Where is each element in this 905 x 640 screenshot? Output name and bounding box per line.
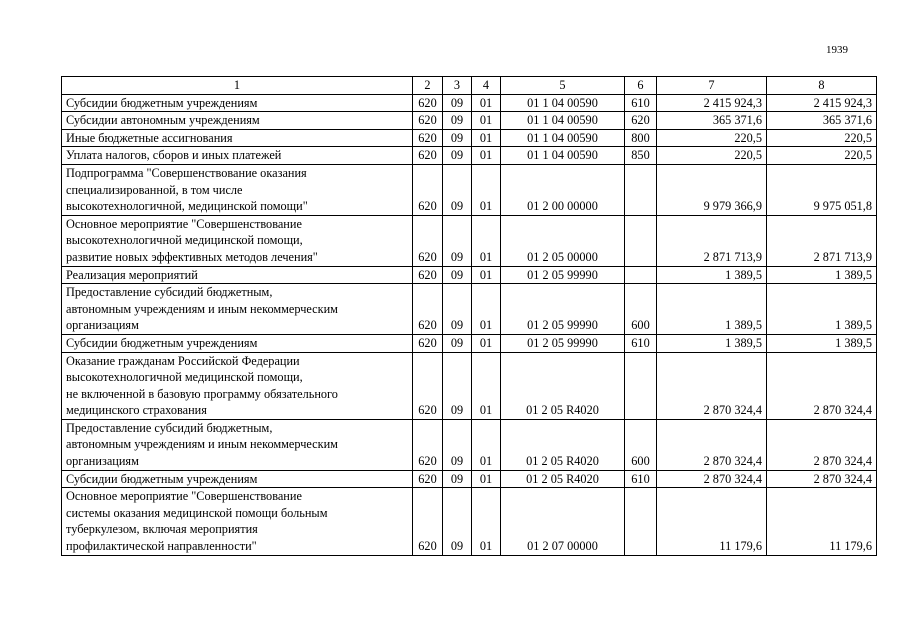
section-code: 09 — [443, 112, 472, 130]
amount-col-8: 1 389,5 — [767, 284, 877, 335]
table-row — [62, 488, 877, 555]
amount-col-8: 1 389,5 — [767, 334, 877, 352]
section-code: 09 — [443, 215, 472, 266]
amount-col-8: 2 415 924,3 — [767, 94, 877, 112]
ministry-code: 620 — [413, 284, 443, 335]
section-code: 09 — [443, 334, 472, 352]
table-row — [62, 334, 877, 352]
section-code: 09 — [443, 284, 472, 335]
section-code: 09 — [443, 164, 472, 215]
subsection-code: 01 — [472, 215, 501, 266]
header-col-7: 7 — [657, 77, 767, 95]
amount-col-8: 2 870 324,4 — [767, 470, 877, 488]
amount-col-7: 1 389,5 — [657, 334, 767, 352]
amount-col-8: 2 870 324,4 — [767, 419, 877, 470]
section-code: 09 — [443, 94, 472, 112]
target-article-code: 01 1 04 00590 — [501, 147, 625, 165]
table-row — [62, 215, 877, 266]
item-name: Уплата налогов, сборов и иных платежей — [62, 147, 413, 165]
section-code: 09 — [443, 147, 472, 165]
target-article-code: 01 1 04 00590 — [501, 94, 625, 112]
item-name: Основное мероприятие "Совершенствование высокотехнологичной медицинской помощи, развитие новых эффективных методов лечения" — [62, 215, 413, 266]
expense-type-code: 600 — [625, 284, 657, 335]
amount-col-8: 11 179,6 — [767, 488, 877, 555]
amount-col-7: 1 389,5 — [657, 284, 767, 335]
table-body — [62, 94, 877, 555]
section-code: 09 — [443, 488, 472, 555]
table-row — [62, 352, 877, 419]
target-article-code: 01 2 05 99990 — [501, 284, 625, 335]
section-code: 09 — [443, 129, 472, 147]
header-col-6: 6 — [625, 77, 657, 95]
table-row — [62, 147, 877, 165]
amount-col-7: 220,5 — [657, 147, 767, 165]
target-article-code: 01 2 05 99990 — [501, 334, 625, 352]
subsection-code: 01 — [472, 334, 501, 352]
section-code: 09 — [443, 470, 472, 488]
item-name: Предоставление субсидий бюджетным, автономным учреждениям и иным некоммерческим организациям — [62, 284, 413, 335]
ministry-code: 620 — [413, 215, 443, 266]
expense-type-code — [625, 266, 657, 284]
section-code: 09 — [443, 419, 472, 470]
amount-col-8: 365 371,6 — [767, 112, 877, 130]
amount-col-8: 220,5 — [767, 129, 877, 147]
item-name: Иные бюджетные ассигнования — [62, 129, 413, 147]
subsection-code: 01 — [472, 94, 501, 112]
target-article-code: 01 1 04 00590 — [501, 129, 625, 147]
subsection-code: 01 — [472, 164, 501, 215]
section-code: 09 — [443, 352, 472, 419]
table-row — [62, 419, 877, 470]
amount-col-8: 2 870 324,4 — [767, 352, 877, 419]
ministry-code: 620 — [413, 164, 443, 215]
amount-col-8: 9 975 051,8 — [767, 164, 877, 215]
amount-col-7: 2 871 713,9 — [657, 215, 767, 266]
amount-col-8: 2 871 713,9 — [767, 215, 877, 266]
table-row — [62, 129, 877, 147]
item-name: Подпрограмма "Совершенствование оказания специализированной, в том числе высокотехнологичной, медицинской помощи" — [62, 164, 413, 215]
expense-type-code — [625, 164, 657, 215]
item-name: Субсидии бюджетным учреждениям — [62, 94, 413, 112]
target-article-code: 01 1 04 00590 — [501, 112, 625, 130]
table-row — [62, 470, 877, 488]
header-col-2: 2 — [413, 77, 443, 95]
item-name: Реализация мероприятий — [62, 266, 413, 284]
table-row — [62, 94, 877, 112]
item-name: Субсидии бюджетным учреждениям — [62, 470, 413, 488]
table-header — [62, 77, 877, 95]
header-col-8: 8 — [767, 77, 877, 95]
amount-col-7: 11 179,6 — [657, 488, 767, 555]
target-article-code: 01 2 05 R4020 — [501, 352, 625, 419]
subsection-code: 01 — [472, 470, 501, 488]
amount-col-7: 9 979 366,9 — [657, 164, 767, 215]
budget-table — [61, 76, 877, 556]
subsection-code: 01 — [472, 419, 501, 470]
amount-col-7: 2 870 324,4 — [657, 419, 767, 470]
ministry-code: 620 — [413, 470, 443, 488]
expense-type-code: 610 — [625, 334, 657, 352]
ministry-code: 620 — [413, 266, 443, 284]
expense-type-code: 610 — [625, 94, 657, 112]
target-article-code: 01 2 05 R4020 — [501, 470, 625, 488]
amount-col-7: 1 389,5 — [657, 266, 767, 284]
target-article-code: 01 2 05 00000 — [501, 215, 625, 266]
table-row — [62, 266, 877, 284]
amount-col-7: 2 415 924,3 — [657, 94, 767, 112]
ministry-code: 620 — [413, 112, 443, 130]
target-article-code: 01 2 00 00000 — [501, 164, 625, 215]
table-row — [62, 284, 877, 335]
ministry-code: 620 — [413, 352, 443, 419]
amount-col-7: 220,5 — [657, 129, 767, 147]
expense-type-code: 620 — [625, 112, 657, 130]
item-name: Субсидии автономным учреждениям — [62, 112, 413, 130]
header-col-4: 4 — [472, 77, 501, 95]
ministry-code: 620 — [413, 419, 443, 470]
expense-type-code — [625, 215, 657, 266]
amount-col-7: 365 371,6 — [657, 112, 767, 130]
item-name: Предоставление субсидий бюджетным, автономным учреждениям и иным некоммерческим организациям — [62, 419, 413, 470]
table-row — [62, 112, 877, 130]
table-row — [62, 164, 877, 215]
subsection-code: 01 — [472, 266, 501, 284]
ministry-code: 620 — [413, 129, 443, 147]
expense-type-code: 800 — [625, 129, 657, 147]
expense-type-code: 610 — [625, 470, 657, 488]
subsection-code: 01 — [472, 112, 501, 130]
header-col-3: 3 — [443, 77, 472, 95]
subsection-code: 01 — [472, 129, 501, 147]
header-col-1: 1 — [62, 77, 413, 95]
amount-col-8: 220,5 — [767, 147, 877, 165]
target-article-code: 01 2 05 99990 — [501, 266, 625, 284]
ministry-code: 620 — [413, 94, 443, 112]
item-name: Основное мероприятие "Совершенствование системы оказания медицинской помощи больным туберкулезом, включая мероприятия профилактической направленности" — [62, 488, 413, 555]
header-col-5: 5 — [501, 77, 625, 95]
expense-type-code — [625, 488, 657, 555]
section-code: 09 — [443, 266, 472, 284]
expense-type-code — [625, 352, 657, 419]
target-article-code: 01 2 07 00000 — [501, 488, 625, 555]
ministry-code: 620 — [413, 147, 443, 165]
target-article-code: 01 2 05 R4020 — [501, 419, 625, 470]
amount-col-7: 2 870 324,4 — [657, 470, 767, 488]
item-name: Оказание гражданам Российской Федерации высокотехнологичной медицинской помощи, не включенной в базовую программу обязательного медицинского страхования — [62, 352, 413, 419]
subsection-code: 01 — [472, 352, 501, 419]
amount-col-8: 1 389,5 — [767, 266, 877, 284]
expense-type-code: 600 — [625, 419, 657, 470]
subsection-code: 01 — [472, 284, 501, 335]
page-number: 1939 — [826, 44, 848, 56]
ministry-code: 620 — [413, 334, 443, 352]
subsection-code: 01 — [472, 488, 501, 555]
expense-type-code: 850 — [625, 147, 657, 165]
subsection-code: 01 — [472, 147, 501, 165]
ministry-code: 620 — [413, 488, 443, 555]
header-row — [62, 77, 877, 95]
item-name: Субсидии бюджетным учреждениям — [62, 334, 413, 352]
amount-col-7: 2 870 324,4 — [657, 352, 767, 419]
